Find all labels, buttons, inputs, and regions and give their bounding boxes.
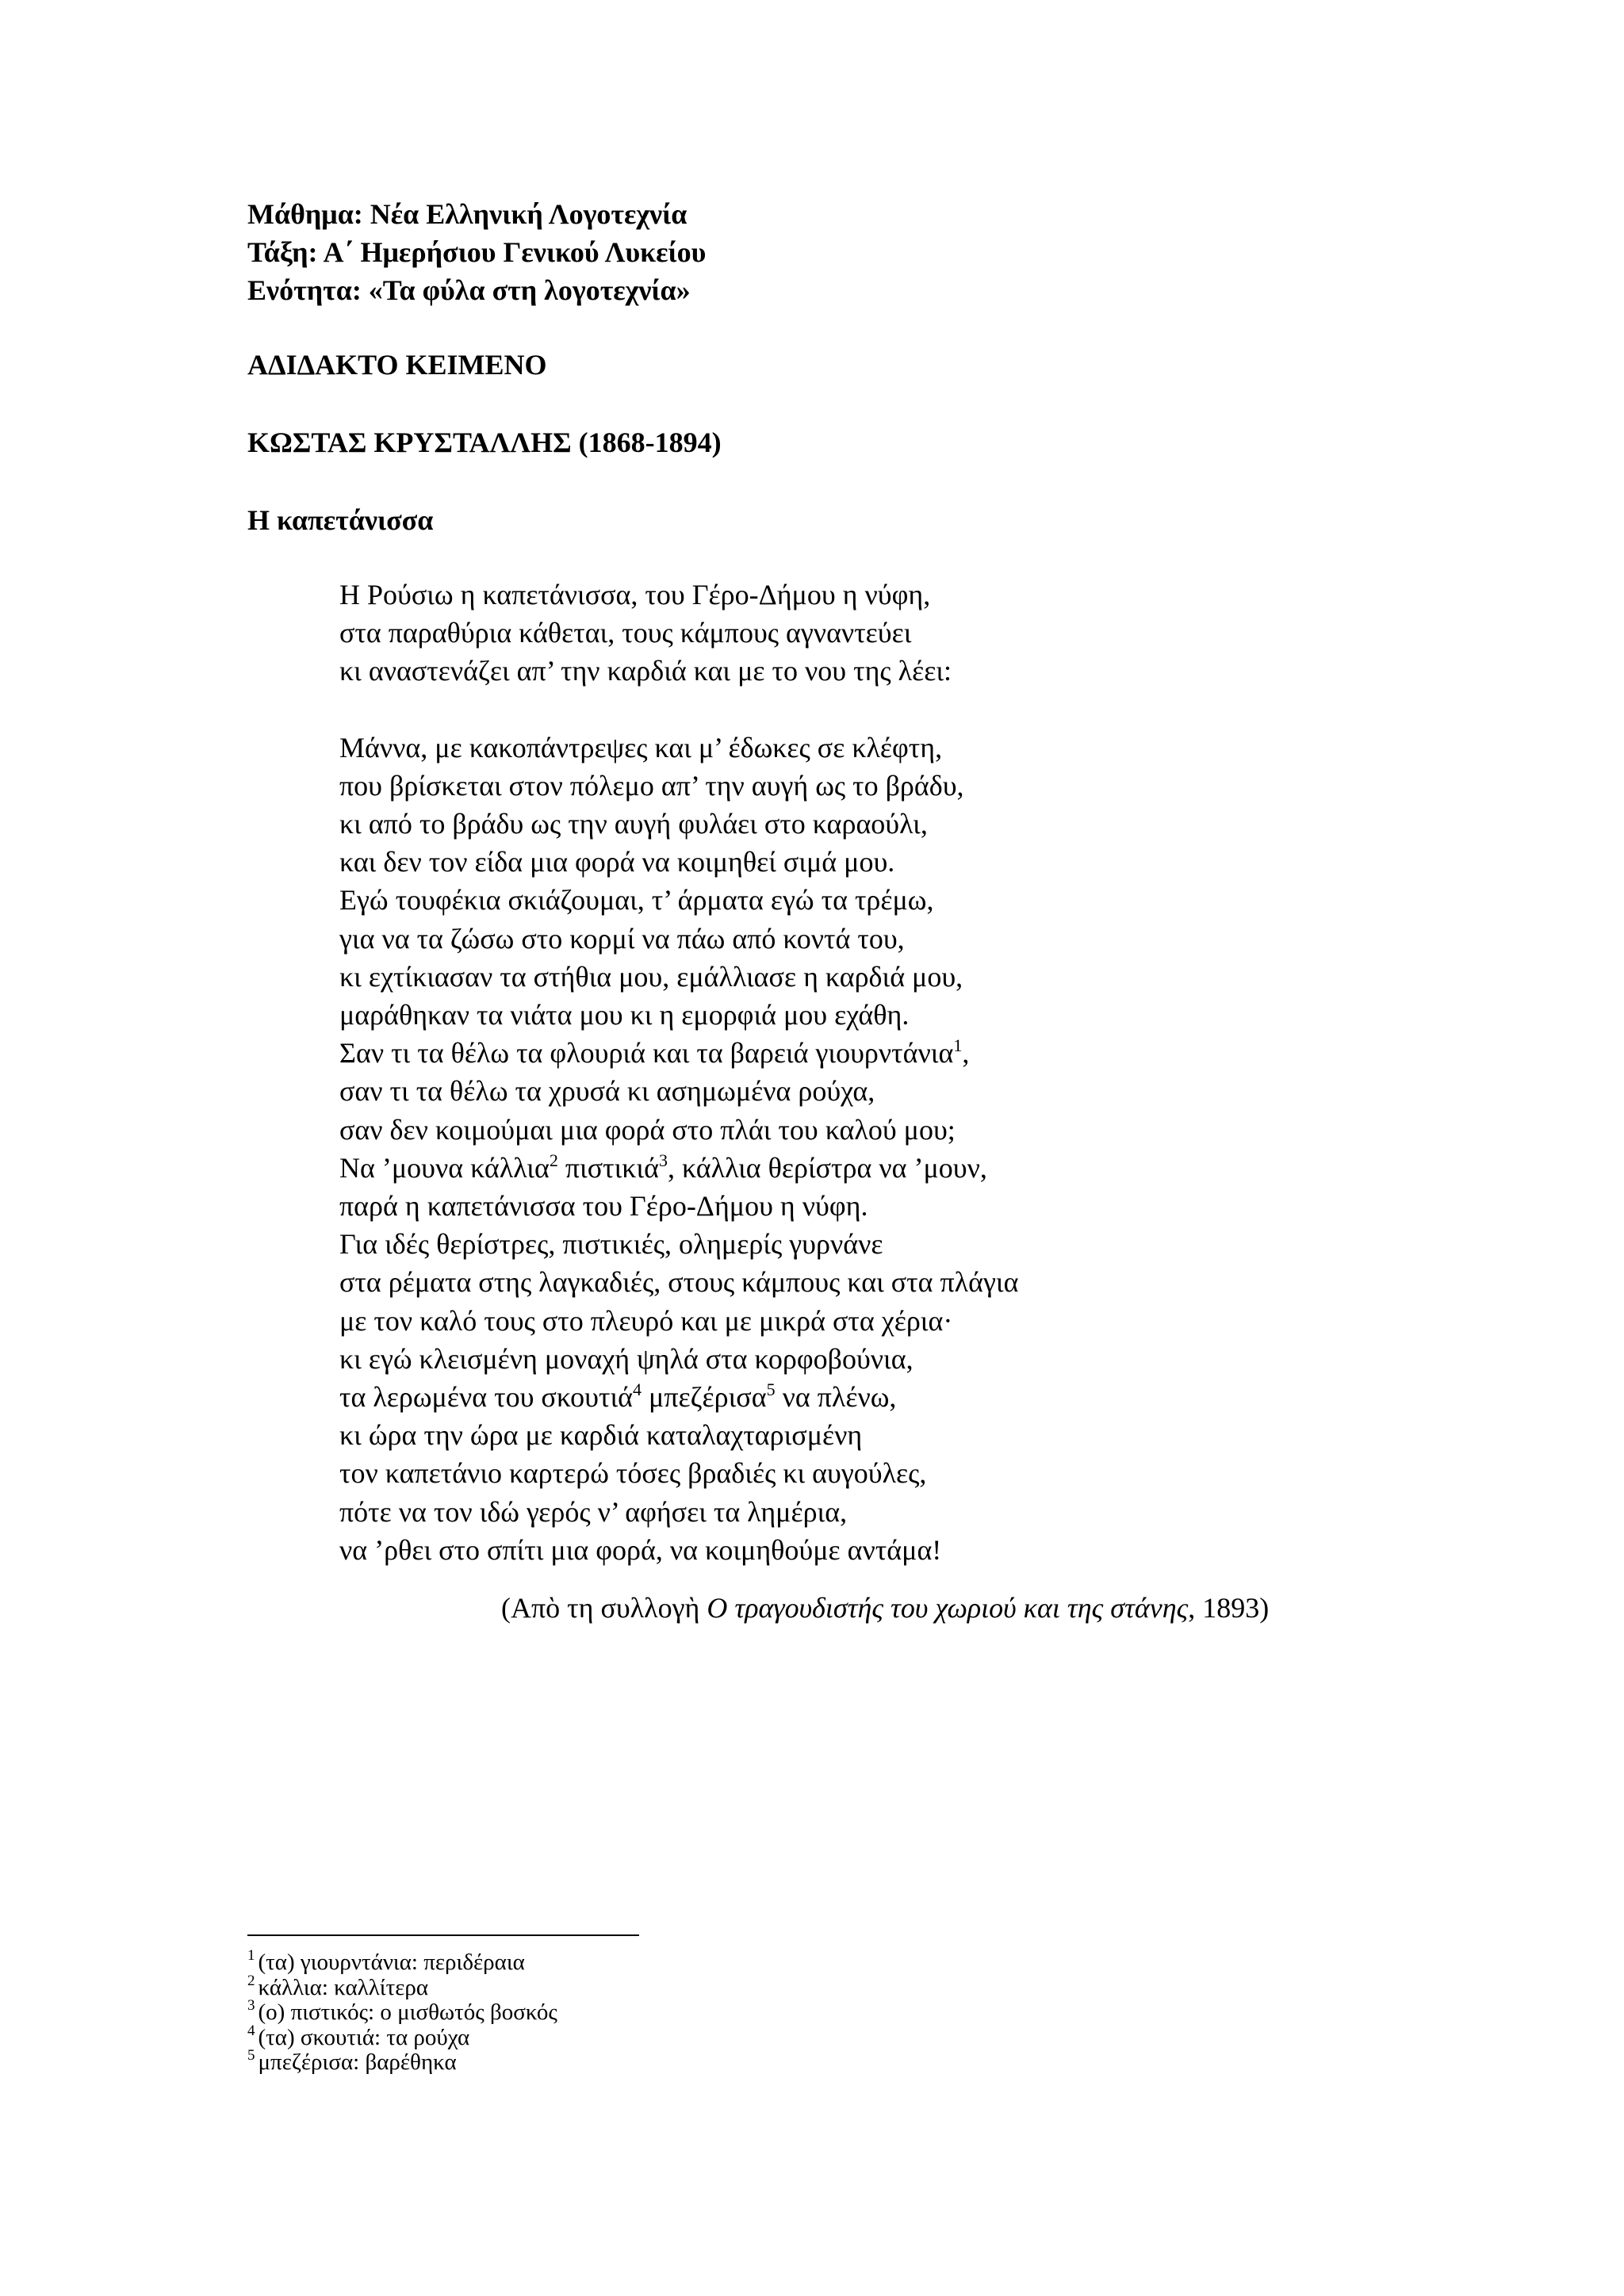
verse-line: Για ιδές θερίστρες, πιστικιές, ολημερίς γυρνάνε <box>339 1228 883 1261</box>
verse-text: μπεζέρισα <box>642 1381 767 1414</box>
source-citation <box>501 1589 1269 1627</box>
source-suffix: , 1893) <box>1188 1592 1270 1624</box>
verse-line: Μάννα, με κακοπάντρεψες και μ’ έδωκες σε κλέφτη, <box>339 731 943 763</box>
footnote-number: 3 <box>247 1997 255 2014</box>
footnote-ref-4: 4 <box>633 1380 642 1400</box>
footnote-3 <box>247 1997 557 2026</box>
course-unit: Ενότητα: «Τα φύλα στη λογοτεχνία» <box>247 274 691 306</box>
verse-text: , <box>962 1037 970 1070</box>
verse-line <box>339 1149 1018 1187</box>
verse-line: σαν τι τα θέλω τα χρυσά κι ασημωμένα ρούχα, <box>339 1075 875 1108</box>
footnote-text: (τα) σκουτιά: τα ρούχα <box>258 2024 470 2050</box>
verse-line: στα ρέματα στης λαγκαδιές, στους κάμπους και στα πλάγια <box>339 1266 1019 1299</box>
footnote-5 <box>247 2047 557 2076</box>
footnote-text: (τα) γιουρντάνια: περιδέραια <box>258 1950 525 1975</box>
footnote-text: μπεζέρισα: βαρέθηκα <box>258 2049 457 2075</box>
verse-text: να πλένω, <box>775 1381 897 1414</box>
verse-line: με τον καλό τους στο πλευρό και με μικρά στα χέρια· <box>339 1304 953 1337</box>
footnote-number: 1 <box>247 1947 255 1964</box>
verse-line: κι ώρα την ώρα με καρδιά καταλαχταρισμένη <box>339 1419 863 1452</box>
footnote-number: 4 <box>247 2022 255 2039</box>
footnote-2 <box>247 1972 557 2001</box>
footnote-ref-1: 1 <box>953 1035 963 1056</box>
footnote-ref-2: 2 <box>549 1150 558 1170</box>
footnote-number: 2 <box>247 1972 255 1989</box>
verse-line: κι εγώ κλεισμένη μοναχή ψηλά στα κορφοβούνια, <box>339 1342 914 1375</box>
course-class: Τάξη: Α΄ Ημερήσιου Γενικού Λυκείου <box>247 236 707 268</box>
verse-line: σαν δεν κοιμούμαι μια φορά στο πλάι του καλού μου; <box>339 1113 956 1146</box>
verse-text: πιστικιά <box>557 1151 659 1184</box>
verse-line: Εγώ τουφέκια σκιάζουμαι, τ’ άρματα εγώ τα τρέμω, <box>339 884 934 916</box>
unseen-text-heading: ΑΔΙΔΑΚΤΟ ΚΕΙΜΕΝΟ <box>247 349 547 381</box>
verse-text: Να ’μουνα κάλλια <box>339 1151 550 1184</box>
stanza-1 <box>339 576 1018 691</box>
footnote-ref-5: 5 <box>766 1380 776 1400</box>
verse-line: πότε να τον ιδώ γερός ν’ αφήσει τα λημέρια, <box>339 1495 848 1528</box>
footnote-ref-3: 3 <box>658 1150 668 1170</box>
verse-line: κι από το βράδυ ως την αυγή φυλάει στο καραούλι, <box>339 808 928 840</box>
verse-line: κι εχτίκιασαν τα στήθια μου, εμάλλιασε η καρδιά μου, <box>339 960 963 993</box>
verse-text: Σαν τι τα θέλω τα φλουριά και τα βαρειά γιουρντάνια <box>339 1037 954 1070</box>
footnote-text: (ο) πιστικός: ο μισθωτός βοσκός <box>258 1999 557 2025</box>
verse-text: τα λερωμένα του σκουτιά <box>339 1381 634 1414</box>
verse-line <box>339 1034 1018 1072</box>
footnote-number: 5 <box>247 2047 255 2064</box>
source-prefix: (Απὸ τη συλλογὴ <box>501 1592 707 1624</box>
author-heading: ΚΩΣΤΑΣ ΚΡΥΣΤΑΛΛΗΣ (1868-1894) <box>247 427 722 458</box>
poem-title: Η καπετάνισσα <box>247 504 434 536</box>
course-header <box>247 195 706 309</box>
verse-line: κι αναστενάζει απ’ την καρδιά και με το νου της λέει: <box>339 655 952 687</box>
verse-text: , κάλλια θερίστρα να ’μουν, <box>667 1151 987 1184</box>
verse-line: τον καπετάνιο καρτερώ τόσες βραδιές κι αυγούλες, <box>339 1457 927 1490</box>
verse-line: μαράθηκαν τα νιάτα μου κι η εμορφιά μου εχάθη. <box>339 999 910 1031</box>
verse-line: Η Ρούσιω η καπετάνισσα, του Γέρο-Δήμου η νύφη, <box>339 579 931 610</box>
verse-line: και δεν τον είδα μια φορά να κοιμηθεί σιμά μου. <box>339 846 895 878</box>
verse-line: στα παραθύρια κάθεται, τους κάμπους αγναντεύει <box>339 617 912 649</box>
footnote-text: κάλλια: καλλίτερα <box>258 1974 429 2000</box>
stanza-2 <box>339 729 1018 1569</box>
footnote-separator <box>247 1934 639 1936</box>
footnotes <box>247 1947 557 2076</box>
course-subject: Μάθημα: Νέα Ελληνική Λογοτεχνία <box>247 198 688 230</box>
verse-line: για να τα ζώσω στο κορμί να πάω από κοντά του, <box>339 922 905 955</box>
verse-line <box>339 1378 1018 1416</box>
poem-body <box>339 576 1018 1569</box>
verse-line: παρά η καπετάνισσα του Γέρο-Δήμου η νύφη. <box>339 1190 868 1223</box>
verse-line: που βρίσκεται στον πόλεμο απ’ την αυγή ως το βράδυ, <box>339 769 964 802</box>
footnote-1 <box>247 1947 557 1976</box>
source-collection-title: Ο τραγουδιστής του χωριού και της στάνης <box>707 1592 1189 1624</box>
verse-line: να ’ρθει στο σπίτι μια φορά, να κοιμηθούμε αντάμα! <box>339 1533 942 1566</box>
footnote-4 <box>247 2022 557 2051</box>
